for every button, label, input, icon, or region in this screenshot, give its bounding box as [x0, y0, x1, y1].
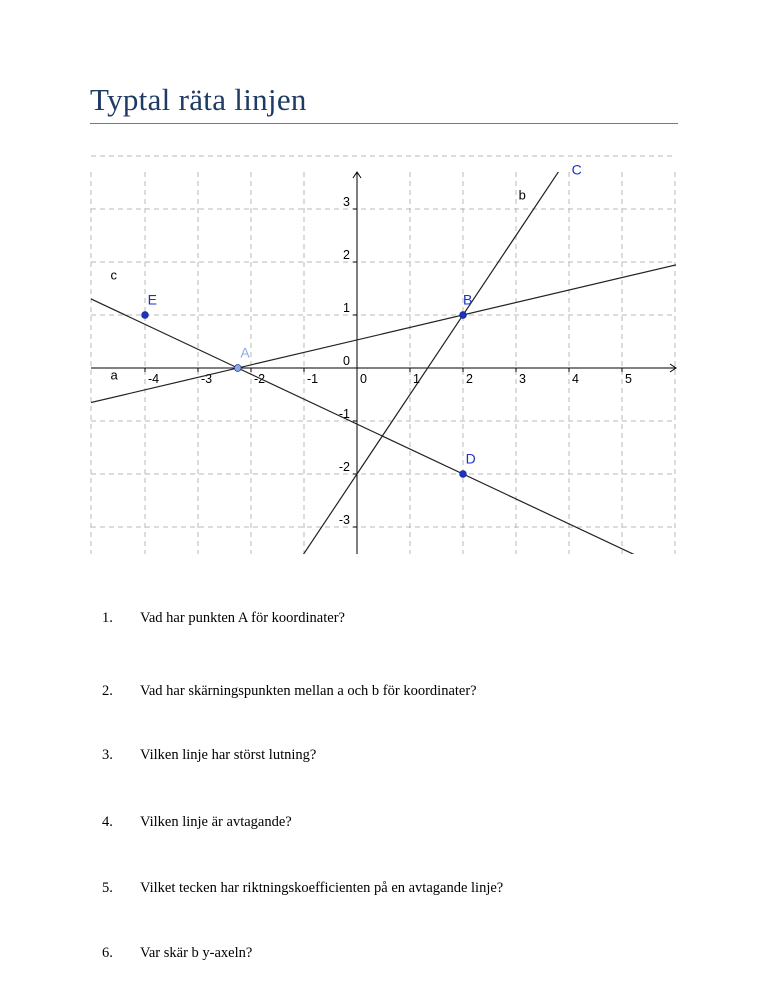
y-tick-label: -1	[338, 407, 350, 421]
point-label-C: C	[571, 161, 582, 178]
x-tick-label: 1	[413, 372, 420, 386]
line-a	[40, 253, 728, 415]
line-label-b: b	[518, 187, 526, 203]
x-tick-label: 5	[625, 372, 632, 386]
question-text: Vad har punkten A för koordinater?	[140, 610, 345, 626]
x-tick-label: -4	[148, 372, 160, 386]
question-item	[102, 880, 503, 897]
point-B	[460, 312, 467, 319]
point-label-A: A	[240, 344, 250, 361]
question-item	[102, 747, 316, 764]
y-tick-label: -2	[338, 460, 350, 474]
y-tick-label: 1	[343, 301, 350, 315]
y-tick-label: 3	[343, 195, 350, 209]
question-number: 4.	[102, 814, 113, 830]
question-text: Var skär b y-axeln?	[140, 945, 253, 961]
question-number: 2.	[102, 683, 113, 699]
question-number: 1.	[102, 610, 113, 626]
question-number: 6.	[102, 945, 113, 961]
page-title: Typtal räta linjen	[90, 82, 307, 117]
x-tick-label: -1	[307, 372, 319, 386]
x-tick-label: 2	[466, 372, 473, 386]
question-text: Vilken linje är avtagande?	[140, 814, 292, 830]
question-number: 5.	[102, 880, 113, 896]
x-tick-label: 4	[572, 372, 579, 386]
line-label-c: c	[110, 267, 118, 283]
question-text: Vad har skärningspunkten mellan a och b för koordinater?	[140, 683, 477, 699]
question-text: Vilket tecken har riktningskoefficienten på en avtagande linje?	[140, 880, 504, 896]
point-A	[234, 365, 241, 372]
question-number: 3.	[102, 747, 113, 763]
y-tick-label: 0	[343, 354, 350, 368]
point-D	[460, 471, 467, 478]
line-label-a: a	[110, 367, 118, 383]
point-label-E: E	[147, 291, 157, 308]
question-item	[102, 683, 477, 700]
line-b	[40, 0, 728, 950]
point-label-B: B	[463, 291, 473, 308]
x-tick-label: -2	[254, 372, 266, 386]
x-tick-label: 3	[519, 372, 526, 386]
question-item	[102, 945, 252, 962]
point-label-D: D	[465, 450, 476, 467]
y-tick-label: -3	[338, 513, 350, 527]
question-item	[102, 814, 292, 831]
line-c	[40, 275, 728, 599]
y-tick-label: 2	[343, 248, 350, 262]
x-tick-label: -3	[201, 372, 213, 386]
question-text: Vilken linje har störst lutning?	[140, 747, 317, 763]
question-item	[102, 610, 345, 627]
point-E	[142, 312, 149, 319]
x-tick-label: 0	[360, 372, 367, 386]
